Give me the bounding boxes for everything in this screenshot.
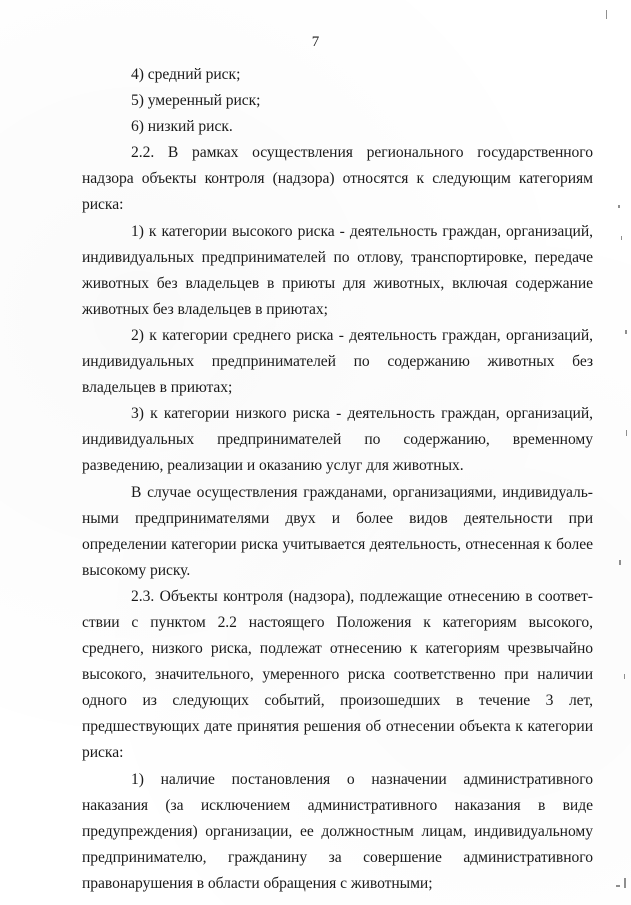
paragraph-section-2-3: 2.3. Объекты контроля (надзора), подлежащие отнесению в соответствии с пунктом 2.2 настоящего Положения к категориям высокого, среднего, низкого риска, подлежат отнесению к категориям чрезвычайно высокого, значительного, умеренного риска соответственно при наличии одного из следующих событий, произошедших в течение 3 лет, предшествующих дате принятия решения об отнесении объекта к категории риска: xyxy=(82,587,593,762)
scan-speck xyxy=(618,205,620,208)
list-item-low-risk: 6) низкий риск. xyxy=(131,118,233,136)
paragraph-low-risk-category: 3) к категории низкого риска - деятельность граждан, организаций, индивидуальных предпринимателей по содержанию, временному разведению, реализации и оказанию услуг для животных. xyxy=(82,405,593,475)
paragraph-multiple-activities: В случае осуществления гражданами, организациями, индивидуальными предпринимателями двух и более видов деятельности при определении категории риска учитывается деятельность, отнесенная к более высокому риску. xyxy=(82,483,593,579)
paragraph-administrative-penalty: 1) наличие постановления о назначении административного наказания (за исключением административного наказания в виде предупреждения) организации, ее должностным лицам, индивидуальному предпринимателю, гражданину за совершение административного правонарушения в области обращения с животными; xyxy=(82,770,593,892)
paragraph-high-risk-category: 1) к категории высокого риска - деятельность граждан, организаций, индивидуальных предпринимателей по отлову, транспортировке, передаче животных без владельцев в приюты для животных, включая содержание животных без владельцев в приютах; xyxy=(82,222,593,318)
list-item-moderate-risk: 5) умеренный риск; xyxy=(131,92,261,110)
scan-speck xyxy=(624,878,626,888)
scan-speck xyxy=(619,560,621,565)
scan-speck xyxy=(616,885,620,887)
scan-speck xyxy=(625,330,627,334)
list-item-medium-risk: 4) средний риск; xyxy=(131,66,241,83)
page-number: 7 xyxy=(311,34,320,50)
paragraph-section-2-2: 2.2. В рамках осуществления регионального государственного надзора объекты контроля (надзора) относятся к следующим категориям риска: xyxy=(82,144,593,214)
scan-speck xyxy=(621,236,622,240)
paragraph-medium-risk-category: 2) к категории среднего риска - деятельность граждан, организаций, индивидуальных предпринимателей по содержанию животных без владельцев в приютах; xyxy=(82,326,593,397)
scan-speck xyxy=(606,10,607,19)
document-body xyxy=(82,62,593,897)
scan-speck xyxy=(624,674,625,679)
scan-speck xyxy=(626,430,627,436)
